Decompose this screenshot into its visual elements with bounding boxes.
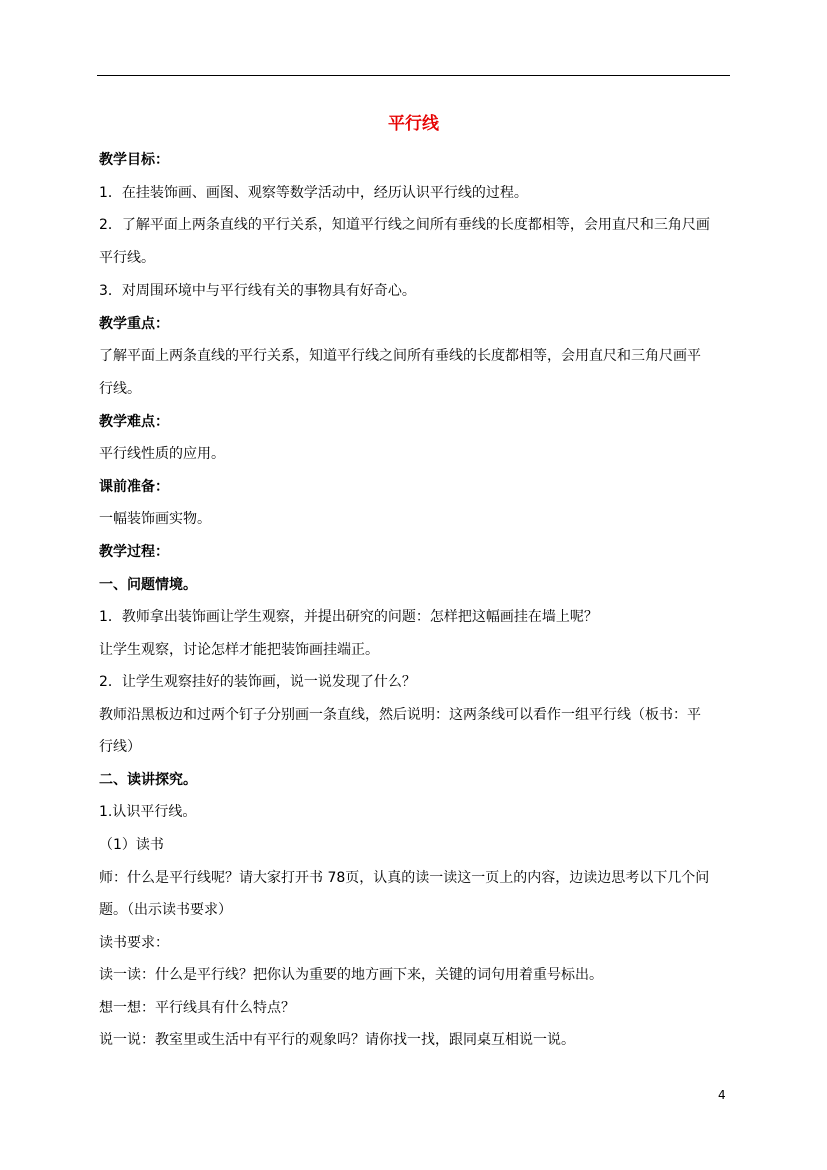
body-line: 3．对周围环境中与平行线有关的事物具有好奇心。 bbox=[99, 283, 416, 299]
body-line: 2．了解平面上两条直线的平行关系，知道平行线之间所有垂线的长度都相等，会用直尺和三角尺画 bbox=[99, 217, 710, 233]
section-heading: 一、问题情境。 bbox=[99, 577, 197, 593]
body-line: 教师沿黑板边和过两个钉子分别画一条直线，然后说明：这两条线可以看作一组平行线（板书：平 bbox=[99, 707, 701, 723]
body-line: 2．让学生观察挂好的装饰画，说一说发现了什么？ bbox=[99, 674, 416, 690]
header-rule bbox=[97, 75, 730, 76]
body-line: 一幅装饰画实物。 bbox=[99, 511, 211, 527]
section-heading: 教学过程： bbox=[99, 544, 169, 560]
body-line: 平行线。 bbox=[99, 250, 155, 266]
page-number: 4 bbox=[718, 1088, 726, 1102]
body-line: 平行线性质的应用。 bbox=[99, 446, 225, 462]
body-line: 说一说：教室里或生活中有平行的观象吗？请你找一找，跟同桌互相说一说。 bbox=[99, 1032, 575, 1048]
body-line: 读一读：什么是平行线？把你认为重要的地方画下来，关键的词句用着重号标出。 bbox=[99, 967, 603, 983]
body-line: 让学生观察，讨论怎样才能把装饰画挂端正。 bbox=[99, 642, 379, 658]
section-heading: 教学重点： bbox=[99, 316, 169, 332]
body-line: 行线） bbox=[99, 739, 141, 755]
body-line: 题。（出示读书要求） bbox=[99, 902, 232, 918]
body-line: 读书要求： bbox=[99, 935, 169, 951]
body-line: 想一想：平行线具有什么特点？ bbox=[99, 1000, 295, 1016]
document-title: 平行线 bbox=[388, 114, 439, 134]
body-line: 1.认识平行线。 bbox=[99, 804, 197, 820]
body-line: 师：什么是平行线呢？请大家打开书 78页，认真的读一读这一页上的内容，边读边思考以下几个问 bbox=[99, 870, 710, 886]
body-line: 了解平面上两条直线的平行关系，知道平行线之间所有垂线的长度都相等，会用直尺和三角尺画平 bbox=[99, 348, 701, 364]
section-heading: 教学难点： bbox=[99, 414, 169, 430]
body-line: 1．教师拿出装饰画让学生观察，并提出研究的问题：怎样把这幅画挂在墙上呢？ bbox=[99, 609, 598, 625]
body-line: 1．在挂装饰画、画图、观察等数学活动中，经历认识平行线的过程。 bbox=[99, 185, 528, 201]
section-heading: 教学目标： bbox=[99, 152, 169, 168]
section-heading: 二、读讲探究。 bbox=[99, 772, 197, 788]
body-line: （1）读书 bbox=[99, 837, 164, 853]
body-line: 行线。 bbox=[99, 381, 141, 397]
section-heading: 课前准备： bbox=[99, 479, 169, 495]
